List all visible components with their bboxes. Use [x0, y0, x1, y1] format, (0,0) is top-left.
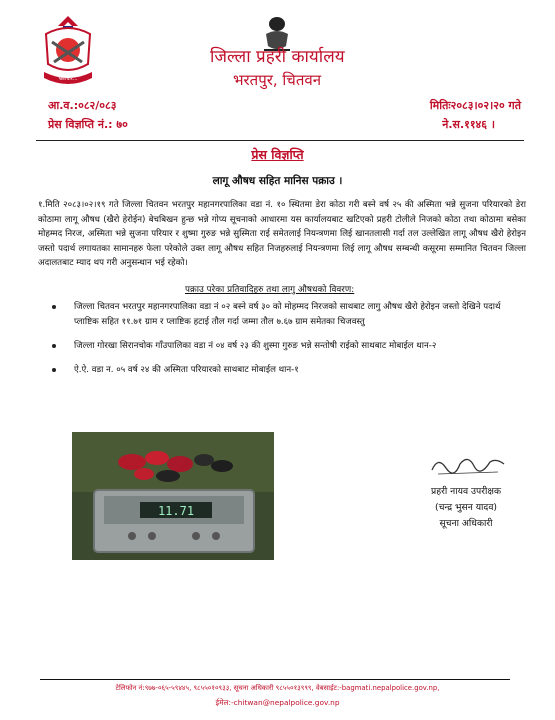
signatory-role: सूचना अधिकारी — [439, 518, 493, 529]
footer-contact: टेलिफोन नं:९७७-०६५-५९४४५, ९८५५०१०९३३, सूचना अधिकारी ९८५५०१३९९९, वेबसाईट:-bagmati.nepalpolice.gov.np, — [115, 684, 440, 692]
date: मितिः२०८३।०२।२० गते — [429, 99, 521, 112]
document-subject: लागू औषध सहित मानिस पक्राउ । — [212, 175, 343, 187]
scale-display-readout: 11.71 — [157, 504, 195, 518]
signature-image — [428, 446, 508, 482]
list-item-text: जिल्ला चितवन भरतपुर महानगरपालिका वडा नं ०२ बस्ने वर्ष ३० को मोहम्मद निरजको साथबाट लागु औषध खैरो हेरोइन जस्तो देखिने पदार्थ प्लाष्टिक सहित ११.७१ ग्राम र प्लाष्टिक हटाई तौल गर्दा जम्मा तौल ७.६७ ग्राम समेतका चिजवस्तु — [74, 302, 501, 327]
emblem-ribbon-text: भ्रष्टाचार... — [58, 76, 78, 82]
office-title: जिल्ला प्रहरी कार्यालय — [210, 47, 345, 67]
header-divider — [36, 140, 524, 141]
details-heading: पक्राउ परेका प्रतिवादिहरु तथा लागु औषधको विवरण: — [185, 285, 355, 295]
list-item — [52, 300, 522, 330]
reference-number: ने.स.११४६ । — [442, 118, 495, 131]
body-paragraph: १.मिति २०८३।०२।१९ गते जिल्ला चितवन भरतपुर महानगरपालिका वडा नं. १० स्थितमा डेरा कोठा गरी बस्ने वर्ष २५ की अस्मिता भन्ने सुजना परियारको डेरा कोठामा लागू औषध (खैरो हेरोईन) बेचबिखन हुन्छ भन्ने गोप्य सूचनाको आधारमा यस कार्यालयबाट खटिएको प्रहरी टोलीले निजको कोठा तथा कोठामा बसेका मोहम्मद निरज, अस्मिता भन्ने सुजना परियार र शुष्मा गुरुङ भन्ने सुस्मिता राई समेतलाई नियन्त्रणमा लिई खानतलासी गर्दा तल उल्लेखित लागू औषध खैरो हेरोइन जस्तो पदार्थ लगायतका सामानहरु फेला परेकोले उक्त लागू औषध सहित निजहरुलाई नियन्त्रणमा लिई लागू औषध सम्बन्धी कसूरमा सम्मानित चितवन जिल्ला अदालतबाट म्याद थप गरी अनुसन्धान भई रहेको। — [38, 200, 526, 269]
press-release-number: प्रेस विज्ञप्ति नं.: ७० — [48, 118, 128, 131]
list-item — [52, 363, 522, 378]
bullet-icon — [52, 305, 56, 309]
list-item-text: ऐ.ऐ. वडा न. ०५ वर्ष २४ की अस्मिता परियारको साथबाट मोबाईल थान-१ — [74, 365, 299, 375]
list-item — [52, 339, 522, 354]
footer-divider — [40, 679, 510, 680]
details-list — [52, 300, 522, 387]
document-heading: प्रेस विज्ञप्ति — [251, 147, 304, 162]
signatory-name: (चन्द्र भुसन यादव) — [434, 502, 498, 513]
footer-email: ईमेल:-chitwan@nepalpolice.gov.np — [215, 698, 340, 707]
fiscal-year: आ.व.:०८२/०८३ — [48, 99, 117, 112]
bullet-icon — [52, 368, 56, 372]
nepal-police-emblem-icon — [38, 12, 98, 87]
office-subtitle: भरतपुर, चितवन — [233, 71, 322, 89]
signatory-title: प्रहरी नायव उपरीक्षक — [430, 486, 502, 497]
evidence-photo — [72, 432, 274, 560]
list-item-text: जिल्ला गोरखा सिरानचोक गाँउपालिका वडा नं ०४ वर्ष २३ की शुस्मा गुरुङ भन्ने सन्तोषी राईको साथबाट मोबाईल थान-२ — [74, 341, 437, 351]
bullet-icon — [52, 344, 56, 348]
